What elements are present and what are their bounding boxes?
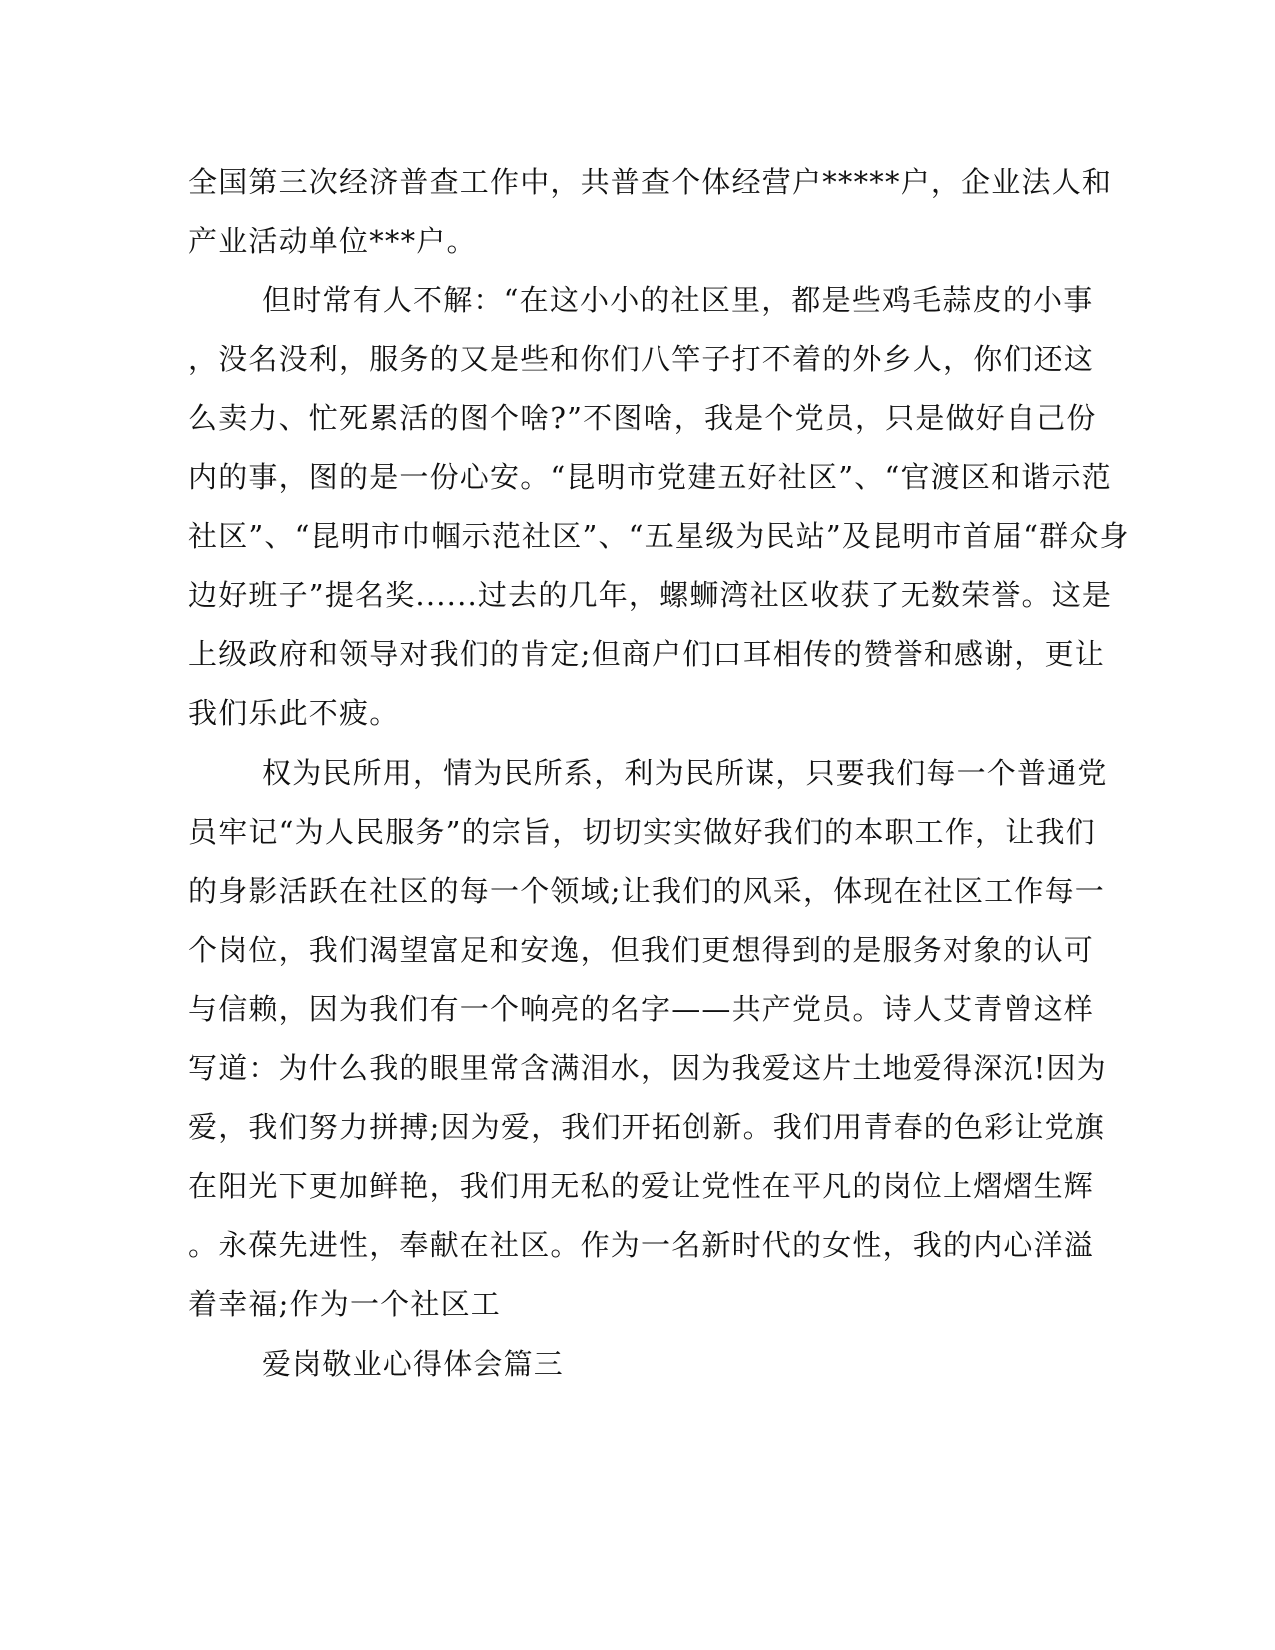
paragraph-line: 员牢记“为人民服务”的宗旨，切切实实做好我们的本职工作，让我们 (188, 815, 1096, 849)
paragraph-line: 权为民所用，情为民所系，利为民所谋，只要我们每一个普通党 (262, 756, 1108, 790)
paragraph-line: 但时常有人不解：“在这小小的社区里，都是些鸡毛蒜皮的小事 (262, 283, 1094, 317)
paragraph-line: 的身影活跃在社区的每一个领域;让我们的风采，体现在社区工作每一 (188, 874, 1105, 908)
paragraph-line: ，没名没利，服务的又是些和你们八竿子打不着的外乡人，你们还这 (188, 342, 1095, 376)
paragraph-line: 爱，我们努力拼搏;因为爱，我们开拓创新。我们用青春的色彩让党旗 (188, 1110, 1105, 1144)
section-heading: 爱岗敬业心得体会篇三 (262, 1347, 565, 1381)
paragraph-line: 上级政府和领导对我们的肯定;但商户们口耳相传的赞誉和感谢，更让 (188, 637, 1105, 671)
paragraph-line: 么卖力、忙死累活的图个啥?”不图啥，我是个党员，只是做好自己份 (188, 401, 1097, 435)
paragraph-line: 边好班子”提名奖......过去的几年，螺蛳湾社区收获了无数荣誉。这是 (188, 578, 1113, 612)
paragraph-line: 社区”、“昆明市巾帼示范社区”、“五星级为民站”及昆明市首届“群众身 (188, 519, 1130, 553)
paragraph-line: 产业活动单位***户。 (188, 224, 477, 258)
paragraph-line: 写道：为什么我的眼里常含满泪水，因为我爱这片土地爱得深沉!因为 (188, 1051, 1107, 1085)
paragraph-line: 与信赖，因为我们有一个响亮的名字——共产党员。诗人艾青曾这样 (188, 992, 1095, 1026)
paragraph-line: 个岗位，我们渴望富足和安逸，但我们更想得到的是服务对象的认可 (188, 933, 1095, 967)
paragraph-line: 我们乐此不疲。 (188, 696, 400, 730)
paragraph-line: 内的事，图的是一份心安。“昆明市党建五好社区”、“官渡区和谐示范 (188, 460, 1112, 494)
paragraph-line: 。永葆先进性，奉献在社区。作为一名新时代的女性，我的内心洋溢 (188, 1228, 1095, 1262)
paragraph-line: 全国第三次经济普查工作中，共普查个体经营户*****户，企业法人和 (188, 165, 1113, 199)
paragraph-line: 在阳光下更加鲜艳，我们用无私的爱让党性在平凡的岗位上熠熠生辉 (188, 1169, 1095, 1203)
paragraph-line: 着幸福;作为一个社区工 (188, 1287, 501, 1321)
